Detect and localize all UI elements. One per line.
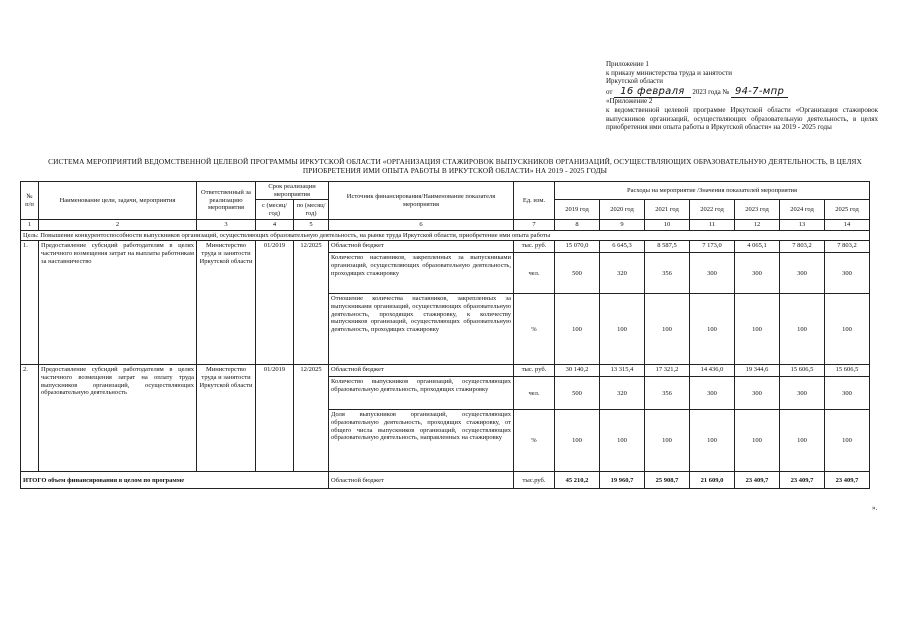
activity-from: 01/2019 bbox=[256, 365, 294, 472]
value-cell: 300 bbox=[825, 253, 870, 294]
value-cell: 300 bbox=[780, 253, 825, 294]
head-year: 2024 год bbox=[780, 200, 825, 220]
head-year: 2025 год bbox=[825, 200, 870, 220]
total-value: 23 409,7 bbox=[735, 472, 780, 489]
value-cell: 100 bbox=[780, 294, 825, 365]
head-to: по (месяц/ год) bbox=[294, 200, 329, 220]
activity-1 bbox=[21, 241, 870, 365]
value-cell: 300 bbox=[690, 377, 735, 410]
colnum: 3 bbox=[197, 220, 256, 231]
value-cell: 14 436,0 bbox=[690, 365, 735, 377]
total-label: ИТОГО объем финансирования в целом по программе bbox=[21, 472, 329, 489]
row-label: Отношение количества наставников, закрепленных за выпускниками организаций, осуществляющих образовательную деятельность, проходящих стажировку, к количеству выпускников организаций, осуществляющих образовательную деятельность, проходящих стажировку bbox=[329, 294, 514, 365]
value-cell: 300 bbox=[780, 377, 825, 410]
total-value: 45 210,2 bbox=[555, 472, 600, 489]
head-num: № п/п bbox=[21, 182, 39, 220]
colnum: 6 bbox=[329, 220, 514, 231]
head-year: 2019 год bbox=[555, 200, 600, 220]
colnum: 7 bbox=[514, 220, 555, 231]
activity-num: 2. bbox=[21, 365, 39, 472]
total-value: 23 409,7 bbox=[780, 472, 825, 489]
colnum: 10 bbox=[645, 220, 690, 231]
total-unit: тыс.руб. bbox=[514, 472, 555, 489]
activity-2 bbox=[21, 365, 870, 472]
value-cell: 356 bbox=[645, 253, 690, 294]
total-value: 25 908,7 bbox=[645, 472, 690, 489]
value-cell: 300 bbox=[825, 377, 870, 410]
value-cell: 100 bbox=[780, 410, 825, 472]
value-cell: 100 bbox=[600, 294, 645, 365]
head-name: Наименование цели, задачи, мероприятия bbox=[39, 182, 197, 220]
value-cell: 8 587,5 bbox=[645, 241, 690, 253]
value-cell: 15 070,0 bbox=[555, 241, 600, 253]
colnum: 2 bbox=[39, 220, 197, 231]
value-cell: 100 bbox=[555, 410, 600, 472]
value-cell: 15 606,5 bbox=[780, 365, 825, 377]
appendix-description: к ведомственной целевой программе Иркутской области «Организация стажировок выпускников организаций, осуществляющих образовательную деятельность, в целях приобретения ими опыта работы в Иркутской области» на 2019 - 2025 годы bbox=[606, 105, 878, 132]
appendix-header bbox=[606, 60, 878, 132]
handwritten-number: 94-7-мпр bbox=[731, 86, 788, 98]
value-cell: 7 803,2 bbox=[825, 241, 870, 253]
total-value: 21 609,0 bbox=[690, 472, 735, 489]
value-cell: 500 bbox=[555, 253, 600, 294]
row-label: Областной бюджет bbox=[329, 241, 514, 253]
value-cell: 30 140,2 bbox=[555, 365, 600, 377]
value-cell: 320 bbox=[600, 253, 645, 294]
value-cell: 100 bbox=[735, 294, 780, 365]
appendix-date-line bbox=[606, 85, 878, 97]
value-cell: 7 803,2 bbox=[780, 241, 825, 253]
activity-resp: Министерство труда и занятости Иркутской области bbox=[197, 241, 256, 365]
value-cell: 100 bbox=[555, 294, 600, 365]
value-cell: 300 bbox=[735, 377, 780, 410]
row-unit: % bbox=[514, 410, 555, 472]
head-year: 2023 год bbox=[735, 200, 780, 220]
value-cell: 300 bbox=[690, 253, 735, 294]
head-year: 2021 год bbox=[645, 200, 690, 220]
colnum: 9 bbox=[600, 220, 645, 231]
value-cell: 300 bbox=[735, 253, 780, 294]
activity-to: 12/2025 bbox=[294, 241, 329, 365]
colnum: 4 bbox=[256, 220, 294, 231]
head-unit: Ед. изм. bbox=[514, 182, 555, 220]
row-unit: чел. bbox=[514, 253, 555, 294]
appendix-line: «Приложение 2 bbox=[606, 97, 653, 106]
colnum: 14 bbox=[825, 220, 870, 231]
value-cell: 100 bbox=[600, 410, 645, 472]
head-year: 2022 год bbox=[690, 200, 735, 220]
value-cell: 13 315,4 bbox=[600, 365, 645, 377]
activity-resp: Министерство труда и занятости Иркутской области bbox=[197, 365, 256, 472]
value-cell: 100 bbox=[645, 294, 690, 365]
colnum: 11 bbox=[690, 220, 735, 231]
activity-name: Предоставление субсидий работодателям в целях частичного возмещения затрат на оплату труда выпускников организаций, осуществляющих образовательную деятельность bbox=[39, 365, 197, 472]
value-cell: 356 bbox=[645, 377, 690, 410]
value-cell: 100 bbox=[825, 410, 870, 472]
value-cell: 320 bbox=[600, 377, 645, 410]
colnum: 5 bbox=[294, 220, 329, 231]
value-cell: 500 bbox=[555, 377, 600, 410]
activity-to: 12/2025 bbox=[294, 365, 329, 472]
head-from: с (месяц/ год) bbox=[256, 200, 294, 220]
head-resp: Ответственный за реализацию мероприятия bbox=[197, 182, 256, 220]
value-cell: 100 bbox=[690, 294, 735, 365]
closing-quote-mark: ». bbox=[872, 504, 878, 512]
row-label: Количество наставников, закрепленных за выпускниками организаций, осуществляющих образовательную деятельность, проходящих стажировку bbox=[329, 253, 514, 294]
value-cell: 15 606,5 bbox=[825, 365, 870, 377]
total-source: Областной бюджет bbox=[329, 472, 514, 489]
row-label: Количество выпускников организаций, осуществляющих образовательную деятельность, проходящих стажировку bbox=[329, 377, 514, 410]
total-section bbox=[21, 472, 870, 489]
colnum: 1 bbox=[21, 220, 39, 231]
row-unit: тыс. руб. bbox=[514, 365, 555, 377]
activities-table bbox=[20, 181, 870, 489]
colnum: 13 bbox=[780, 220, 825, 231]
document-title: СИСТЕМА МЕРОПРИЯТИЙ ВЕДОМСТВЕННОЙ ЦЕЛЕВОЙ ПРОГРАММЫ ИРКУТСКОЙ ОБЛАСТИ «ОРГАНИЗАЦИЯ СТАЖИРОВОК ВЫПУСКНИКОВ ОРГАНИЗАЦИЙ, ОСУЩЕСТВЛЯЮЩИХ ОБРАЗОВАТЕЛЬНУЮ ДЕЯТЕЛЬНОСТЬ, В ЦЕЛЯХ ПРИОБРЕТЕНИЯ ИМИ ОПЫТА РАБОТЫ В ИРКУТСКОЙ ОБЛАСТИ» НА 2019 - 2025 ГОДЫ bbox=[48, 157, 862, 175]
value-cell: 17 321,2 bbox=[645, 365, 690, 377]
row-unit: % bbox=[514, 294, 555, 365]
head-expenses: Расходы на мероприятие /Значения показателей мероприятия bbox=[555, 182, 870, 200]
colnum: 12 bbox=[735, 220, 780, 231]
appendix-line: Приложение 1 bbox=[606, 60, 649, 68]
row-label: Областной бюджет bbox=[329, 365, 514, 377]
head-year: 2020 год bbox=[600, 200, 645, 220]
goal-row: Цель: Повышение конкурентоспособности выпускников организаций, осуществляющих образовательную деятельность, на рынке труда Иркутской области, приобретение ими опыта работы bbox=[21, 230, 870, 241]
appendix-line: к приказу министерства труда и занятости bbox=[606, 68, 733, 77]
value-cell: 100 bbox=[825, 294, 870, 365]
row-label: Доля выпускников организаций, осуществляющих образовательную деятельность, проходящих стажировку, от общего числа выпускников организаций, осуществляющих образовательную деятельность, направленных на стажировку bbox=[329, 410, 514, 472]
activity-from: 01/2019 bbox=[256, 241, 294, 365]
colnum: 8 bbox=[555, 220, 600, 231]
total-value: 23 409,7 bbox=[825, 472, 870, 489]
value-cell: 19 344,6 bbox=[735, 365, 780, 377]
value-cell: 4 065,1 bbox=[735, 241, 780, 253]
row-unit: чел. bbox=[514, 377, 555, 410]
activity-num: 1. bbox=[21, 241, 39, 365]
date-mid: 2023 года № bbox=[692, 87, 730, 96]
appendix-line: Иркутской области bbox=[606, 77, 664, 86]
head-source: Источник финансирования/Наименование показателя мероприятия bbox=[329, 182, 514, 220]
value-cell: 7 173,0 bbox=[690, 241, 735, 253]
value-cell: 100 bbox=[735, 410, 780, 472]
table-head bbox=[21, 182, 870, 241]
activity-name: Предоставление субсидий работодателям в целях частичного возмещения затрат на выплаты работникам за наставничество bbox=[39, 241, 197, 365]
value-cell: 100 bbox=[645, 410, 690, 472]
date-prefix: от bbox=[606, 87, 613, 96]
total-value: 19 960,7 bbox=[600, 472, 645, 489]
value-cell: 100 bbox=[690, 410, 735, 472]
value-cell: 6 645,3 bbox=[600, 241, 645, 253]
head-term: Срок реализации мероприятия bbox=[256, 182, 329, 200]
row-unit: тыс. руб. bbox=[514, 241, 555, 253]
handwritten-date: 16 февраля bbox=[614, 86, 690, 98]
